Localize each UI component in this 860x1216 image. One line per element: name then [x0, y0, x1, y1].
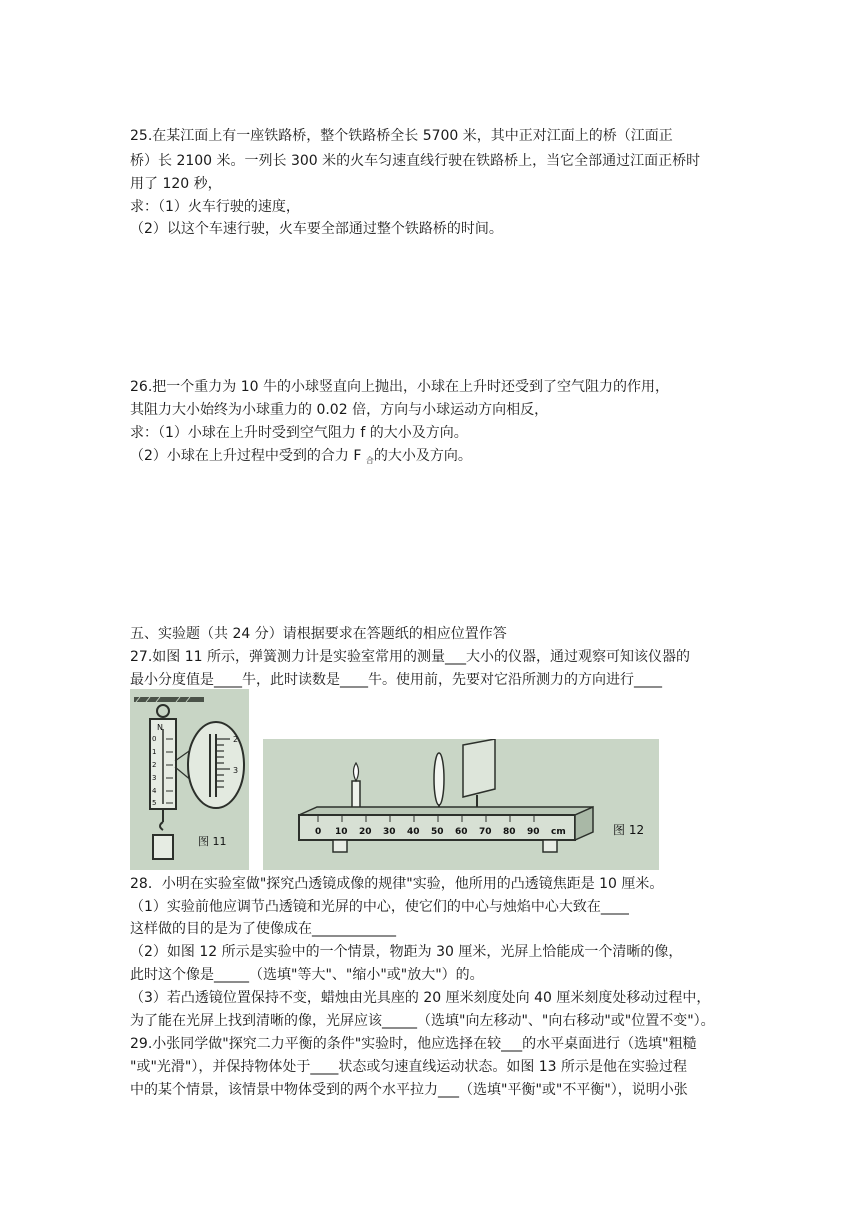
figure-11-caption: 图 11 [198, 835, 227, 848]
fig12-ruler-label: 10 [335, 827, 348, 837]
fig12-ruler-label: 20 [359, 827, 372, 837]
figure-11-spring-scale [130, 689, 249, 870]
q28-line-2: （1）实验前他应调节凸透镜和光屏的中心，使它们的中心与烛焰中心大致在____ [130, 899, 629, 915]
q28-line-3: 这样做的目的是为了使像成在____________ [130, 921, 396, 937]
section-heading: 五、实验题（共 24 分）请根据要求在答题纸的相应位置作答 [130, 626, 507, 642]
q29-line-1: 29.小张同学做"探究二力平衡的条件"实验时，他应选择在较___的水平桌面进行（选填"粗糙 [130, 1036, 697, 1052]
fig12-ruler-label: 50 [431, 827, 444, 837]
fig11-scale-label: 0 [152, 735, 157, 743]
q25-line-5: （2）以这个车速行驶，火车要全部通过整个铁路桥的时间。 [130, 221, 503, 237]
fig12-ruler-label: 90 [527, 827, 540, 837]
q26-line-2: 其阻力大小始终为小球重力的 0.02 倍，方向与小球运动方向相反， [130, 402, 549, 418]
fig11-scale-label: 4 [152, 787, 157, 795]
fig12-ruler-label: 60 [455, 827, 468, 837]
q28-line-7: 为了能在光屏上找到清晰的像，光屏应该_____（选填"向左移动"、"向右移动"或"位置不变"）。 [130, 1013, 715, 1029]
figure-12-caption: 图 12 [613, 823, 645, 837]
q26-line-4 [130, 446, 472, 471]
q28-line-6: （3）若凸透镜位置保持不变，蜡烛由光具座的 20 厘米刻度处向 40 厘米刻度处移动过程中， [130, 990, 711, 1006]
fig12-ruler-label: 0 [315, 827, 322, 837]
q28-line-5: 此时这个像是_____（选填"等大"、"缩小"或"放大"）的。 [130, 967, 484, 983]
q26-line-4-text: （2）小球在上升过程中受到的合力 F [130, 448, 366, 464]
fig11-scale-label: 5 [152, 799, 157, 807]
q25-line-1: 25.在某江面上有一座铁路桥，整个铁路桥全长 5700 米，其中正对江面上的桥（江面正 [130, 128, 673, 144]
q26-line-3: 求：（1）小球在上升时受到空气阻力 f 的大小及方向。 [130, 425, 468, 441]
spring-scale-illustration [130, 689, 249, 870]
figure-12-optical-bench [263, 739, 659, 870]
fig11-zoom-label: 2 [233, 735, 239, 744]
q28-line-1: 28．小明在实验室做"探究凸透镜成像的规律"实验，他所用的凸透镜焦距是 10 厘米。 [130, 876, 664, 892]
q29-line-2: "或"光滑"），并保持物体处于____状态或匀速直线运动状态。如图 13 所示是他在实验过程 [130, 1059, 688, 1075]
q27-line-2: 最小分度值是____牛，此时读数是____牛。使用前，先要对它沿所测力的方向进行____ [130, 672, 662, 688]
q28-line-4: （2）如图 12 所示是实验中的一个情景，物距为 30 厘米，光屏上恰能成一个清晰的像， [130, 944, 683, 960]
fig11-scale-label: 2 [152, 761, 157, 769]
fig12-ruler-label: 80 [503, 827, 516, 837]
q26-subscript: 合 [365, 456, 374, 465]
q27-line-1: 27.如图 11 所示，弹簧测力计是实验室常用的测量___大小的仪器，通过观察可知该仪器的 [130, 649, 690, 665]
fig11-unit-letter: N [157, 723, 163, 732]
fig11-zoom-label: 3 [233, 766, 239, 775]
q25-line-4: 求：（1）火车行驶的速度， [130, 199, 300, 215]
fig11-scale-label: 1 [152, 748, 157, 756]
fig12-ruler-label: 30 [383, 827, 396, 837]
optical-bench-illustration [263, 739, 659, 870]
q29-line-3: 中的某个情景，该情景中物体受到的两个水平拉力___（选填"平衡"或"不平衡"），说明小张 [130, 1082, 688, 1098]
fig12-ruler-label: 40 [407, 827, 420, 837]
q25-line-3: 用了 120 秒， [130, 176, 222, 192]
fig12-ruler-label: 70 [479, 827, 492, 837]
fig11-scale-label: 3 [152, 774, 157, 782]
fig12-ruler-label: cm [551, 827, 566, 837]
q25-line-2: 桥）长 2100 米。一列长 300 米的火车匀速直线行驶在铁路桥上，当它全部通过江面正桥时 [130, 153, 701, 169]
q26-line-1: 26.把一个重力为 10 牛的小球竖直向上抛出，小球在上升时还受到了空气阻力的作用， [130, 379, 669, 395]
q26-line-4-tail: 的大小及方向。 [373, 448, 472, 464]
